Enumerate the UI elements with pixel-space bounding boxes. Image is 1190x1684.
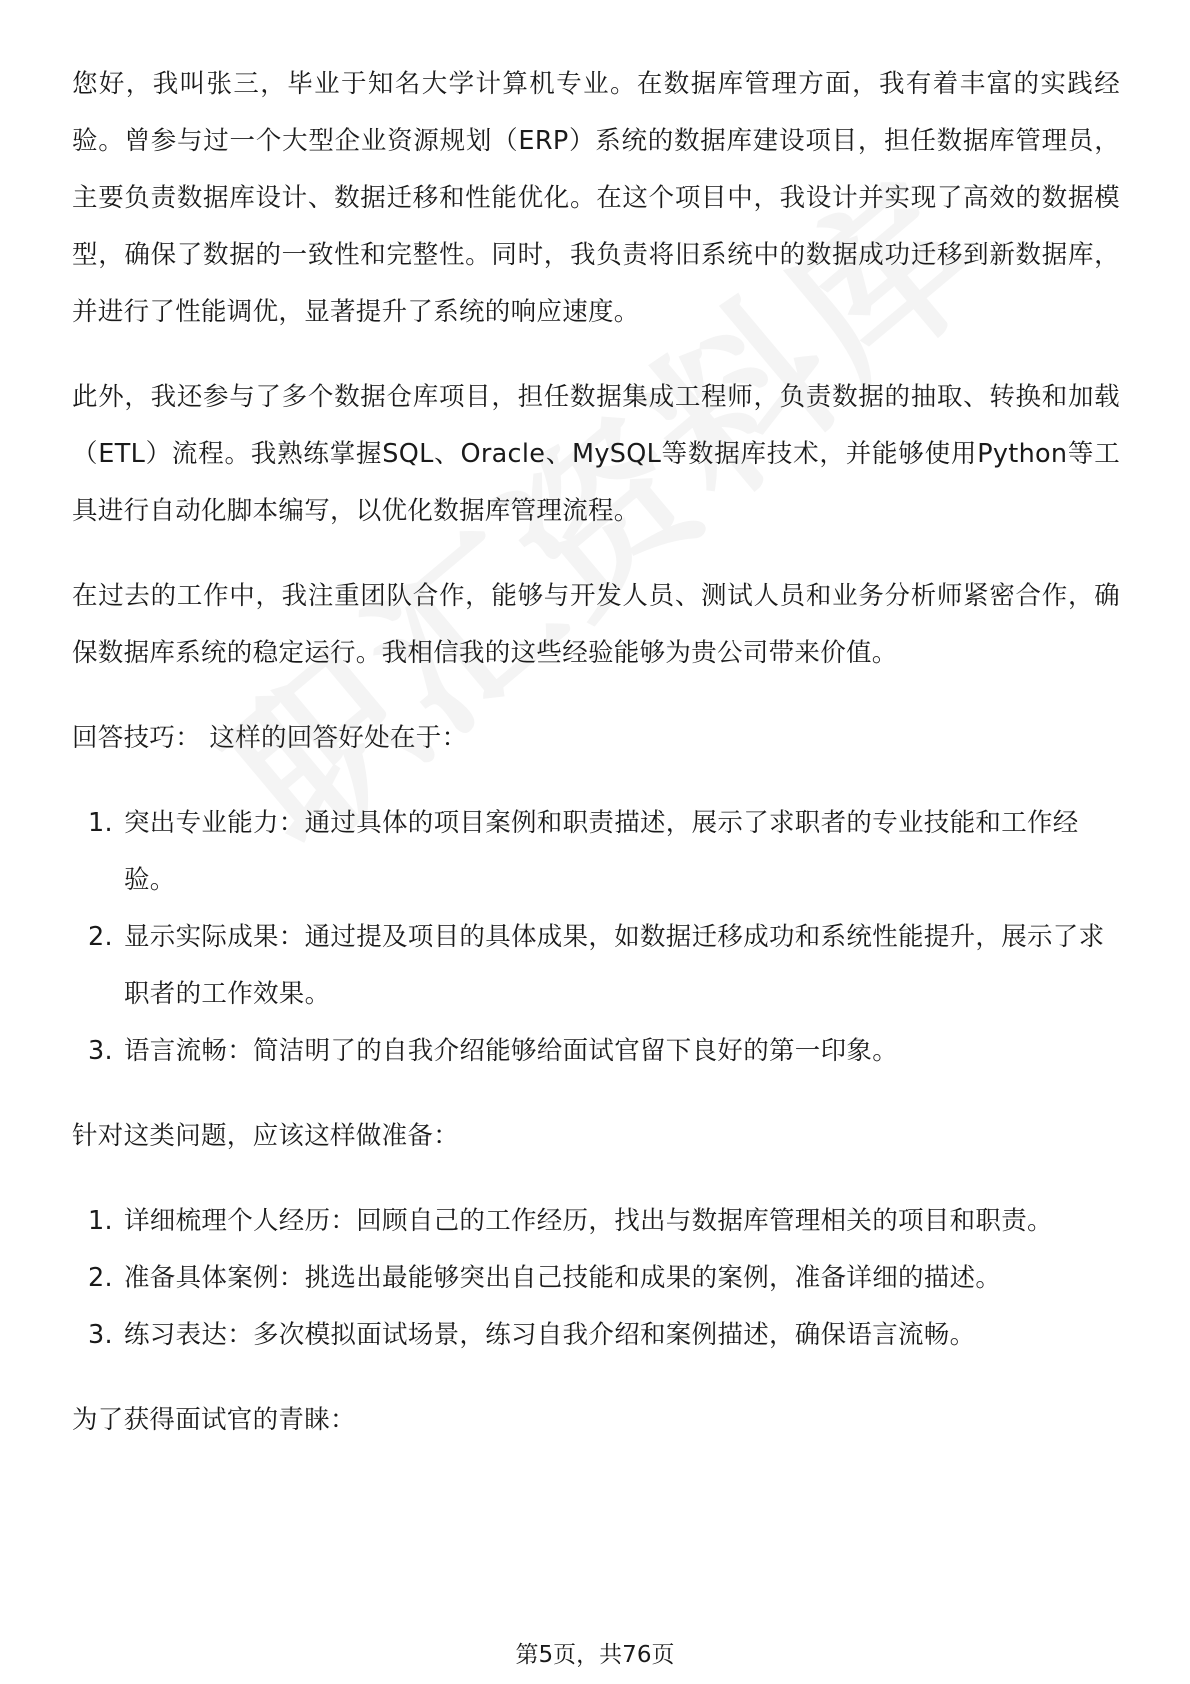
list-item xyxy=(72,1193,1120,1250)
list-text: 突出专业能力：通过具体的项目案例和职责描述，展示了求职者的专业技能和工作经验。 xyxy=(124,808,1079,895)
tips-list xyxy=(72,795,1120,1080)
closing-heading: 为了获得面试官的青睐： xyxy=(72,1405,356,1435)
tips-heading: 回答技巧： 这样的回答好处在于： xyxy=(72,723,468,753)
prep-heading: 针对这类问题，应该这样做准备： xyxy=(72,1121,460,1151)
list-number: 3. xyxy=(88,1036,113,1066)
prep-list xyxy=(72,1193,1120,1364)
list-number: 1. xyxy=(88,1206,113,1236)
list-text: 准备具体案例：挑选出最能够突出自己技能和成果的案例，准备详细的描述。 xyxy=(124,1263,1002,1293)
list-item xyxy=(72,1023,1120,1080)
list-number: 2. xyxy=(88,1263,113,1293)
paragraph-intro: 您好，我叫张三，毕业于知名大学计算机专业。在数据库管理方面，我有着丰富的实践经验。曾参与过一个大型企业资源规划（ERP）系统的数据库建设项目，担任数据库管理员，主要负责数据库设计、数据迁移和性能优化。在这个项目中，我设计并实现了高效的数据模型，确保了数据的一致性和完整性。同时，我负责将旧系统中的数据成功迁移到新数据库，并进行了性能调优，显著提升了系统的响应速度。 xyxy=(72,69,1120,327)
list-item xyxy=(72,1307,1120,1364)
list-item xyxy=(72,795,1120,909)
list-text: 练习表达：多次模拟面试场景，练习自我介绍和案例描述，确保语言流畅。 xyxy=(124,1320,976,1350)
list-number: 1. xyxy=(88,808,113,838)
paragraph-etl: 此外，我还参与了多个数据仓库项目，担任数据集成工程师，负责数据的抽取、转换和加载（ETL）流程。我熟练掌握SQL、Oracle、MySQL等数据库技术，并能够使用Python等工具进行自动化脚本编写，以优化数据库管理流程。 xyxy=(72,382,1120,526)
list-text: 显示实际成果：通过提及项目的具体成果，如数据迁移成功和系统性能提升，展示了求职者的工作效果。 xyxy=(124,922,1105,1009)
list-item xyxy=(72,909,1120,1023)
list-number: 2. xyxy=(88,922,113,952)
paragraph-teamwork: 在过去的工作中，我注重团队合作，能够与开发人员、测试人员和业务分析师紧密合作，确保数据库系统的稳定运行。我相信我的这些经验能够为贵公司带来价值。 xyxy=(72,581,1120,668)
list-text: 语言流畅：简洁明了的自我介绍能够给面试官留下良好的第一印象。 xyxy=(124,1036,899,1066)
list-number: 3. xyxy=(88,1320,113,1350)
document-body xyxy=(72,56,1120,1449)
list-text: 详细梳理个人经历：回顾自己的工作经历，找出与数据库管理相关的项目和职责。 xyxy=(124,1206,1053,1236)
page-number: 第5页，共76页 xyxy=(515,1642,675,1668)
list-item xyxy=(72,1250,1120,1307)
